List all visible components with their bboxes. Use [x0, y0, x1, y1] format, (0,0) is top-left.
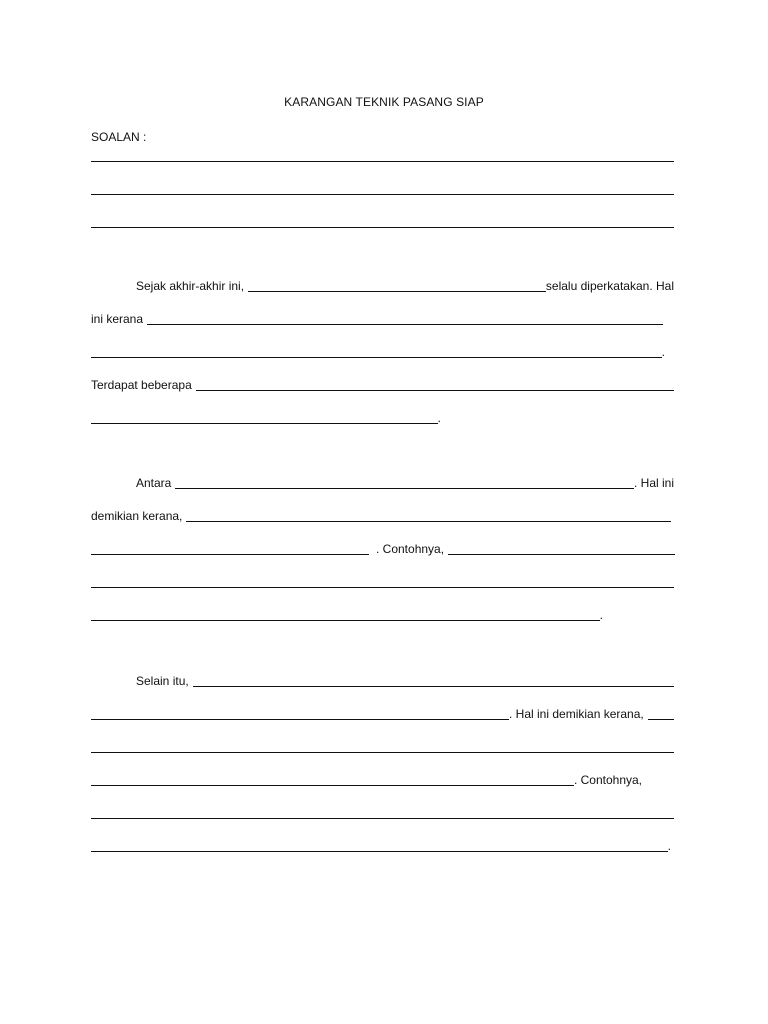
- p3-period: .: [667, 839, 671, 853]
- p2-text-start: Antara: [136, 476, 172, 490]
- page-title: KARANGAN TEKNIK PASANG SIAP: [284, 95, 484, 109]
- p2-line-2: [91, 507, 671, 523]
- p3-line-1: [91, 672, 674, 688]
- blank-line[interactable]: [186, 508, 671, 522]
- soalan-line-3[interactable]: [91, 213, 674, 229]
- p3-line-4: [91, 771, 642, 787]
- p2-contohnya: . Contohnya,: [376, 542, 445, 556]
- p3-hal-ini: . Hal ini demikian kerana,: [509, 707, 644, 721]
- blank-line[interactable]: [91, 838, 668, 852]
- p1-period: .: [661, 345, 665, 359]
- soalan-line-2[interactable]: [91, 180, 674, 196]
- blank-line[interactable]: [91, 214, 674, 228]
- blank-line[interactable]: [91, 181, 674, 195]
- p2-line2-text: demikian kerana,: [91, 509, 183, 523]
- blank-line[interactable]: [196, 377, 674, 391]
- p1-line2-text: ini kerana: [91, 312, 144, 326]
- p3-line-6: [91, 837, 671, 853]
- p1-period-end: .: [437, 411, 441, 425]
- blank-line[interactable]: [91, 805, 674, 819]
- blank-line[interactable]: [91, 410, 438, 424]
- p3-line-3: [91, 738, 674, 754]
- soalan-line-1[interactable]: [91, 147, 674, 163]
- blank-line[interactable]: [91, 706, 509, 720]
- p3-line-5: [91, 804, 674, 820]
- p1-text-end: selalu diperkatakan. Hal: [545, 279, 674, 293]
- blank-line[interactable]: [193, 673, 674, 687]
- p2-line-5: [91, 606, 603, 622]
- soalan-label: SOALAN :: [91, 130, 147, 144]
- p1-line-3: [91, 343, 665, 359]
- blank-line[interactable]: [448, 541, 675, 555]
- p1-line-5: [91, 409, 441, 425]
- blank-line[interactable]: [91, 607, 600, 621]
- blank-line[interactable]: [91, 772, 574, 786]
- blank-line[interactable]: [91, 739, 674, 753]
- p2-line-1: [91, 474, 674, 490]
- p2-line-3: [91, 540, 675, 556]
- p3-line-2: [91, 705, 674, 721]
- p1-line-1: [91, 277, 674, 293]
- blank-line[interactable]: [91, 344, 662, 358]
- blank-line[interactable]: [248, 278, 546, 292]
- p1-line-2: [91, 310, 663, 326]
- p2-text-end: . Hal ini: [633, 476, 674, 490]
- blank-line[interactable]: [175, 475, 634, 489]
- p1-text-start: Sejak akhir-akhir ini,: [136, 279, 245, 293]
- p1-line4-text: Terdapat beberapa: [91, 378, 192, 392]
- p3-contohnya: . Contohnya,: [573, 773, 642, 787]
- blank-line[interactable]: [91, 541, 369, 555]
- p1-line-4: [91, 376, 674, 392]
- blank-line[interactable]: [648, 706, 674, 720]
- blank-line[interactable]: [91, 148, 674, 162]
- p2-period: .: [599, 608, 603, 622]
- blank-line[interactable]: [91, 574, 674, 588]
- p2-line-4: [91, 573, 674, 589]
- blank-line[interactable]: [147, 311, 663, 325]
- p3-text-start: Selain itu,: [136, 674, 189, 688]
